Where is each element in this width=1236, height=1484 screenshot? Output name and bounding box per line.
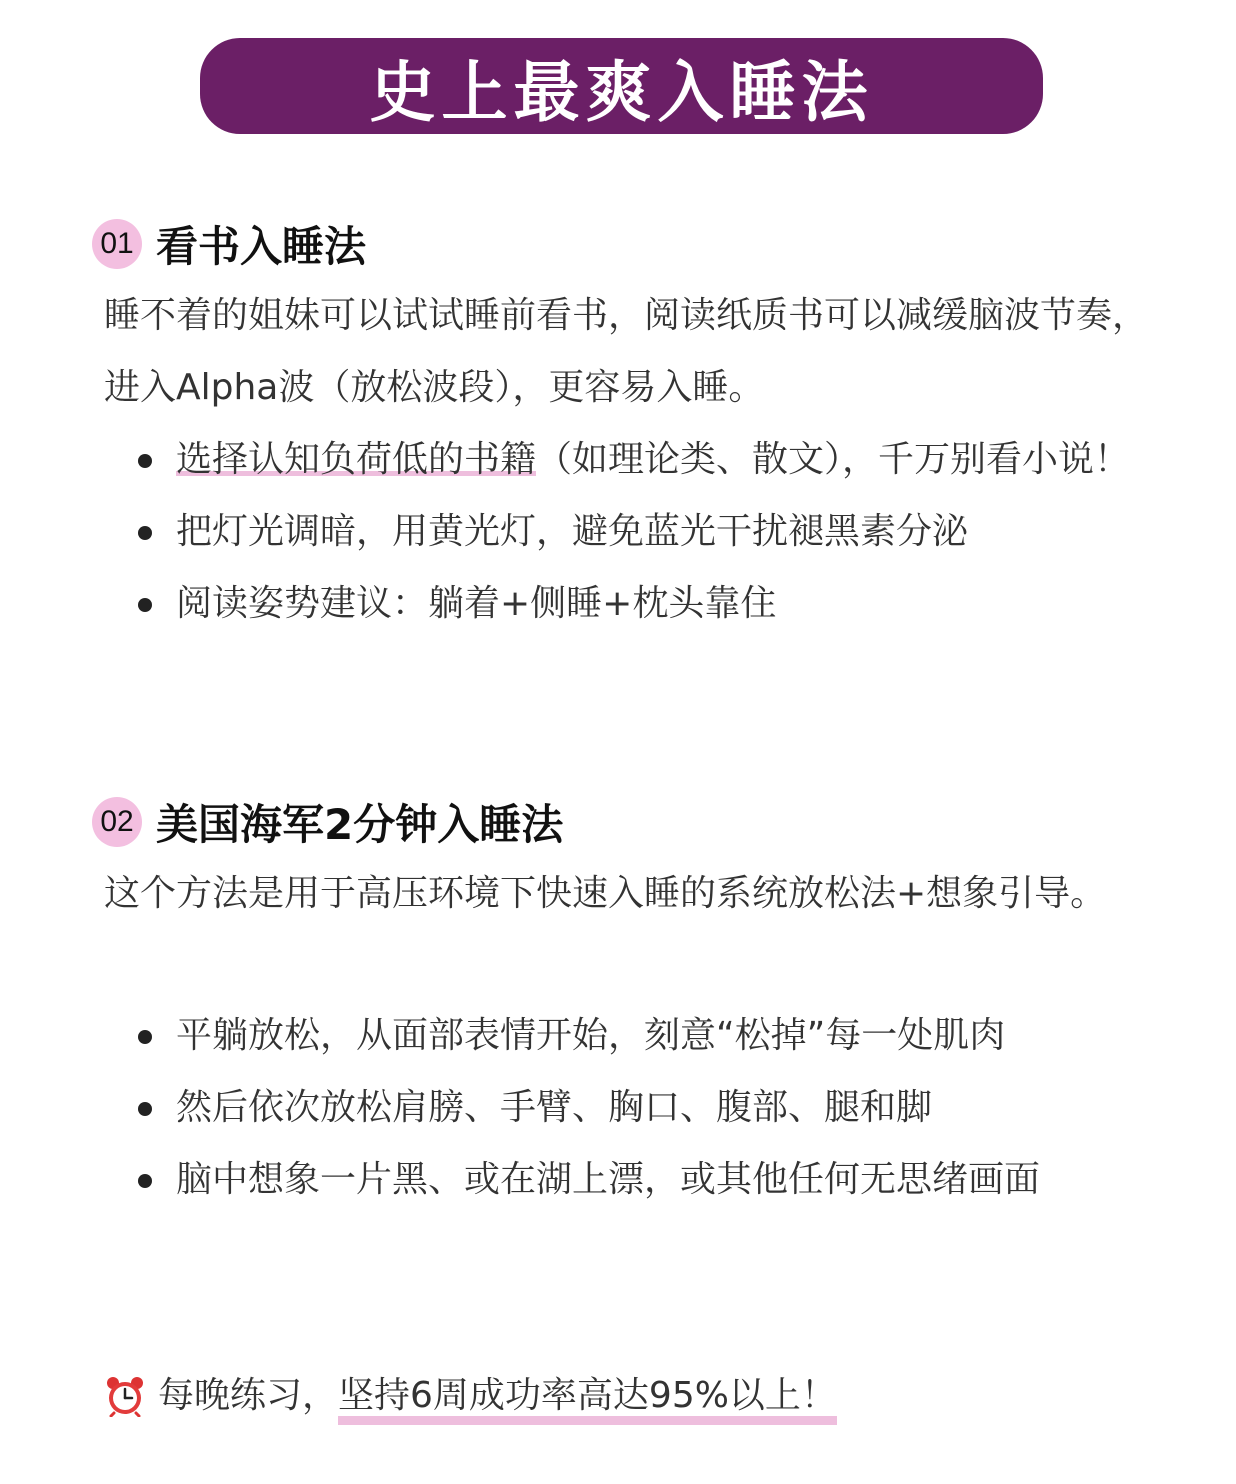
section-header bbox=[92, 792, 563, 852]
list-item bbox=[104, 1072, 1164, 1144]
bullet-text: 然后依次放松肩膀、手臂、胸口、腹部、腿和脚 bbox=[176, 1087, 933, 1128]
bullet-list bbox=[104, 424, 1164, 640]
section-intro: 睡不着的姐妹可以试试睡前看书，阅读纸质书可以减缓脑波节奏，进入Alpha波（放松波段），更容易入睡。 bbox=[104, 295, 1149, 408]
bullet-text: 把灯光调暗，用黄光灯，避免蓝光干扰褪黑素分泌 bbox=[176, 511, 969, 552]
section-header bbox=[92, 214, 366, 274]
bullet-dot bbox=[138, 1030, 152, 1044]
alarm-clock-icon bbox=[104, 1375, 146, 1417]
footer-highlight: 坚持6周成功率高达95%以上！ bbox=[338, 1360, 837, 1432]
bullet-text: 阅读姿势建议：躺着+侧睡+枕头靠住 bbox=[176, 583, 777, 624]
highlighted-text: 选择认知负荷低的书籍 bbox=[176, 439, 537, 480]
bullet-dot bbox=[138, 454, 152, 468]
bullet-dot bbox=[138, 598, 152, 612]
page-title: 史上最爽入睡法 bbox=[369, 53, 874, 131]
footer-text: 每晚练习， bbox=[158, 1375, 339, 1416]
list-item bbox=[104, 1000, 1164, 1072]
footer-tip bbox=[104, 1360, 837, 1432]
section-title: 美国海军2分钟入睡法 bbox=[156, 800, 564, 849]
list-item bbox=[104, 1144, 1164, 1216]
section-number-badge: 01 bbox=[92, 219, 142, 269]
list-item bbox=[104, 424, 1164, 496]
section-intro: 这个方法是用于高压环境下快速入睡的系统放松法+想象引导。 bbox=[104, 873, 1107, 914]
title-banner bbox=[200, 38, 1043, 134]
bullet-dot bbox=[138, 526, 152, 540]
bullet-list bbox=[104, 1000, 1164, 1216]
bullet-text: （如理论类、散文），千万别看小说！ bbox=[536, 439, 1131, 480]
list-item bbox=[104, 568, 1164, 640]
section-title: 看书入睡法 bbox=[156, 222, 367, 271]
list-item bbox=[104, 496, 1164, 568]
bullet-text: 平躺放松，从面部表情开始，刻意“松掉”每一处肌肉 bbox=[176, 1015, 1006, 1056]
section-number-badge: 02 bbox=[92, 797, 142, 847]
bullet-dot bbox=[138, 1174, 152, 1188]
bullet-text: 脑中想象一片黑、或在湖上漂，或其他任何无思绪画面 bbox=[176, 1159, 1041, 1200]
bullet-dot bbox=[138, 1102, 152, 1116]
